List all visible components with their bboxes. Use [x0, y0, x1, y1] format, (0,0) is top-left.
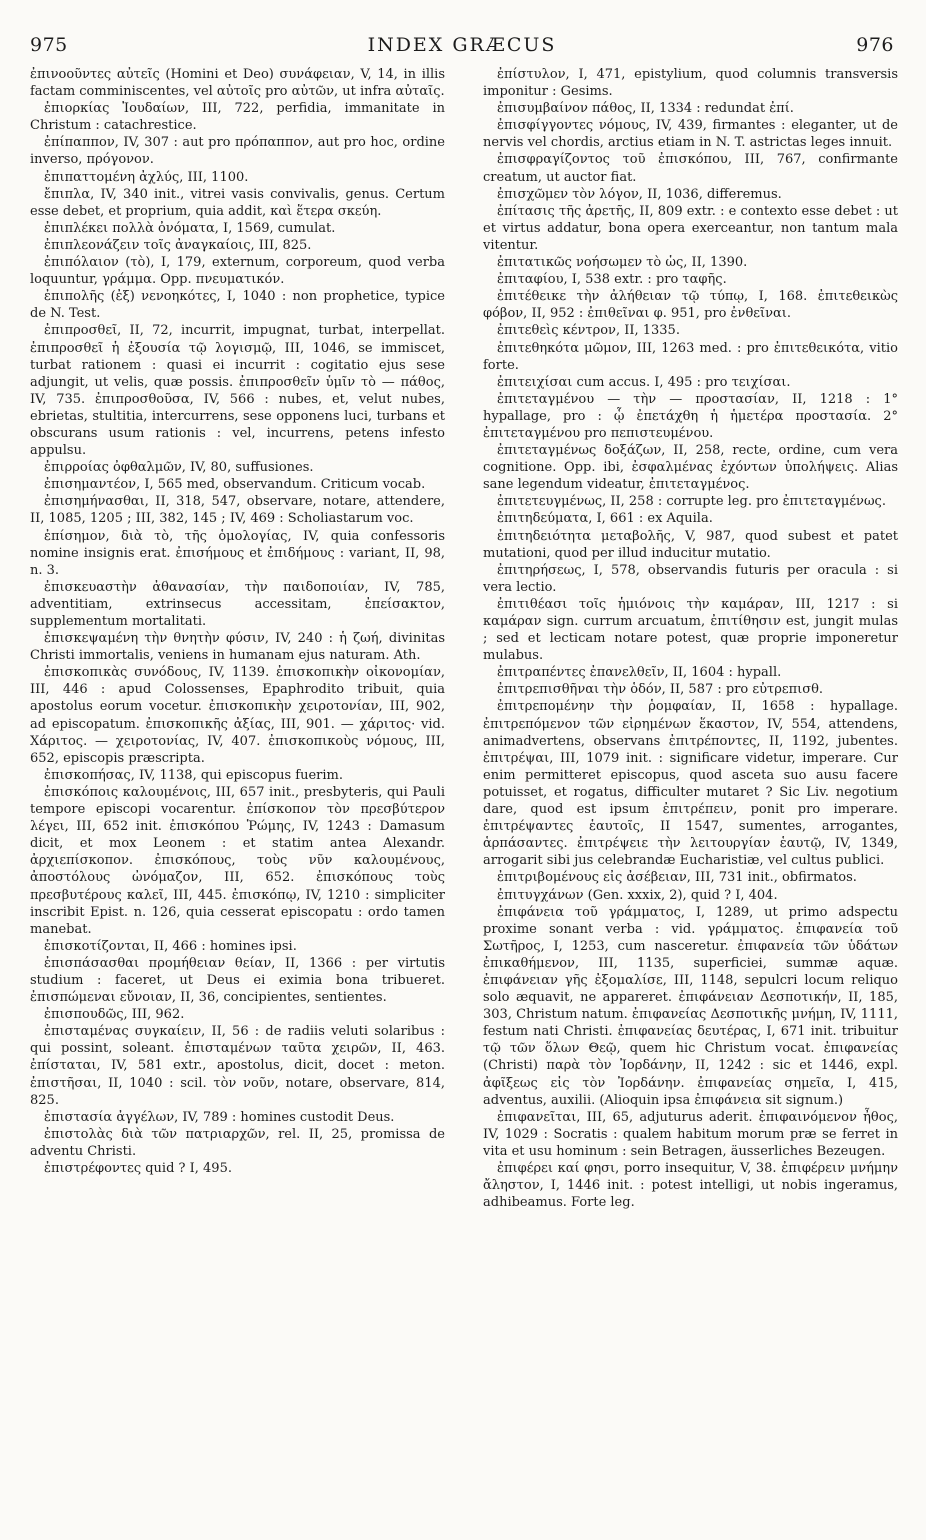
index-entry: ἐπιτεταγμένως δοξάζων, II, 258, recte, ordine, cum vera cognitione. Opp. ibi, ἐσφαλμένας ἐχόντων ὑπολήψεις. Alias sane legendum videatur, ἐπιτεταγμένος. [483, 443, 898, 493]
index-entry: ἐπιτειχίσαι cum accus. I, 495 : pro τειχίσαι. [497, 374, 791, 390]
index-entry: ἐπισυμβαίνον πάθος, II, 1334 : redundat ἐπί. [497, 101, 794, 117]
index-entry: ἐπιστολὰς διὰ τῶν πατριαρχῶν, rel. II, 25, promissa de adventu Christi. [30, 1126, 445, 1159]
index-entry: ἐπιφέρει καί φησι, porro insequitur, V, 38. ἐπιφέρειν μνήμην ἄληστον, I, 1446 init. : potest intelligi, ut nobis ingeramus, adhibeamus. Forte leg. [483, 1161, 898, 1211]
index-entry: ἐπιτέθεικε τὴν ἀλήθειαν τῷ τύπῳ, I, 168. ἐπιτεθεικὼς φόβον, II, 952 : ἐπιθεῖναι φ. 951, pro ἐνθεῖναι. [483, 289, 898, 322]
index-entry: ἐπιτραπέντες ἐπανελθεῖν, II, 1604 : hypall. [497, 665, 782, 681]
index-entry: ἐπιστρέφοντες quid ? I, 495. [44, 1161, 232, 1176]
index-entry: ἐπιφανεῖται, III, 65, adjuturus aderit. ἐπιφαινόμενον ἦθος, IV, 1029 : Socratis : qualem habitum morum præ se ferret in vita et usu hominum : sein Betragen, äusserliches Bezeugen. [483, 1109, 898, 1159]
index-entry: ἐπίπαππον, IV, 307 : aut pro πρόπαππον, aut pro hoc, ordine inverso, πρόγονον. [30, 135, 445, 168]
index-entry: ἔπιπλα, IV, 340 init., vitrei vasis convivalis, genus. Certum esse debet, et proprium, quia addit, καὶ ἕτερα σκεύη. [30, 186, 445, 219]
right-column [483, 66, 898, 1536]
index-entry: ἐπιτιθέασι τοῖς ἡμιόνοις τὴν καμάραν, III, 1217 : si καμάραν sign. currum arcuatum, ἐπιτίθησιν est, jungit mulas ; sed et lecticam notare potest, quæ proprie imponeretur mulabus. [483, 596, 898, 664]
index-entry: ἐπιστασία ἀγγέλων, IV, 789 : homines custodit Deus. [44, 1109, 395, 1125]
index-entry: ἐπινοοῦντες αὐτεῖς (Homini et Deo) συνάφειαν, V, 14, in illis factam comminiscentes, vel αὐτοῖς pro αὐτῶν, ut infra αὐταῖς. [30, 67, 445, 100]
index-entry: ἐπιτηδειότητα μεταβολῆς, V, 987, quod subest et patet mutationi, quod per illud inducitur mutatio. [483, 528, 898, 561]
index-entry: ἐπισφίγγοντες νόμους, IV, 439, firmantes : eleganter, ut de nervis vel chordis, arctius etiam in N. T. astrictas leges innuit. [483, 118, 898, 151]
index-entry: ἐπισπουδῶς, III, 962. [44, 1007, 185, 1023]
index-entry: ἐπιτατικῶς νοήσωμεν τὸ ὡς, II, 1390. [497, 255, 748, 271]
index-entry: ἐπιτρεπισθῆναι τὴν ὁδόν, II, 587 : pro εὐτρεπισθ. [497, 682, 824, 698]
index-entry: ἐπιπλέκει πολλὰ ὀνόματα, I, 1569, cumulat. [44, 220, 336, 236]
index-entry: ἐπισκόποις καλουμένοις, III, 657 init., presbyteris, qui Pauli tempore episcopi vocarentur. ἐπίσκοπον τὸν πρεσβύτερον λέγει, III, 652 init. ἐπισκόπου Ῥώμης, IV, 1243 : Damasum dicit, et mox Leonem : et statim antea Alexandr. ἀρχιεπίσκοπον. ἐπισκόπους, τοὺς νῦν καλουμένους, ἀποστόλους ὠνόμαζον, III, 652. ἐπισκόπους τοὺς πρεσβυτέρους καλεῖ, III, 445. ἐπισκόπῳ, IV, 1210 : simpliciter inscribit Epist. n. 126, quia cesserat episcopatu : ordo tamen manebat. [30, 784, 445, 937]
index-entry: ἐπιρροίας ὀφθαλμῶν, IV, 80, suffusiones. [44, 460, 314, 476]
index-entry: ἐπιταφίου, I, 538 extr. : pro ταφῆς. [497, 272, 727, 288]
index-entry: ἐπιτριβομένους εἰς ἀσέβειαν, III, 731 init., obfirmatos. [497, 870, 857, 886]
index-entry: ἐπιπαττομένη ἀχλύς, III, 1100. [44, 169, 249, 185]
index-entry: ἐπιτεθηκότα μῶμον, III, 1263 med. : pro ἐπιτεθεικότα, vitio forte. [483, 340, 898, 373]
index-entry: ἐπιτυγχάνων (Gen. xxxix, 2), quid ? I, 404. [497, 887, 778, 903]
index-entry: ἐπιτρεπομένην τὴν ῥομφαίαν, II, 1658 : hypallage. ἐπιτρεπόμενον τῶν εἰρημένων ἕκαστον, IV, 554, attendens, animadvertens, observans ἐπιτρέποντες, II, 1192, jubentes. ἐπιτρέψαι, III, 1079 init. : significare videtur, imperare. Cur enim permitteret episcopus, quod asceta suo ausu facere potuisset, et rogatus, difficulter mutaret ? Sic Liv. negotium dare, quod est ipsum ἐπιτρέπειν, ponit pro imperare. ἐπιτρέψαντες ἑαυτοῖς, II 1547, sumentes, arrogantes, ἁρπάσαντες. ἐπιτρέψειε τὴν λειτουργίαν ἑαυτῷ, IV, 1349, arrogarit sibi jus celebrandæ Eucharistiæ, vel cultus publici. [483, 699, 898, 869]
index-entry: ἐπισπάσασθαι προμήθειαν θείαν, II, 1366 : per virtutis studium : faceret, ut Deus ei eximia bona tribueret. ἐπισπώμεναι εὔνοιαν, II, 36, concipientes, sentientes. [30, 955, 445, 1006]
index-entry: ἐπισκευαστὴν ἀθανασίαν, τὴν παιδοποιίαν, IV, 785, adventitiam, extrinsecus accessitam, ἐπείσακτον, supplementum mortalitati. [30, 579, 445, 629]
index-entry: ἐπιτεταγμένου — τὴν — προστασίαν, II, 1218 : 1° hypallage, pro : ᾧ ἐπετάχθη ἡ ἡμετέρα προστασία. 2° ἐπιτεταγμένου pro πεπιστευμένου. [483, 391, 898, 441]
index-entry: ἐπισημαντέον, I, 565 med, observandum. Criticum vocab. [44, 477, 426, 493]
index-entry: ἐπισημήνασθαι, II, 318, 547, observare, notare, attendere, II, 1085, 1205 ; III, 382, 145 ; IV, 469 : Scholiastarum voc. [30, 494, 445, 527]
index-entry: ἐπιτετευγμένως, II, 258 : corrupte leg. pro ἐπιτεταγμένως. [497, 494, 886, 510]
index-entry: ἐπιπόλαιον (τὸ), I, 179, externum, corporeum, quod verba loquuntur, γράμμα. Opp. πνευματικόν. [30, 255, 445, 288]
index-entry: ἐπιπροσθεῖ, II, 72, incurrit, impugnat, turbat, interpellat. ἐπιπροσθεῖ ἡ ἐξουσία τῷ λογισμῷ, III, 1046, se immiscet, turbat rationem : quasi ei incurrit : cogitatio ejus sese adjungit, ut velis, quæ possis. ἐπιπροσθεῖν ὑμῖν τὸ — πάθος, IV, 735. ἐπιπροσθοῦσα, IV, 566 : nubes, et, velut nubes, ebrietas, stultitia, intercurrens, sese opponens luci, turbans et obscurans usum rationis : vel, incurrens, petens infesto appulsu. [30, 323, 445, 459]
index-entry: ἐπίστυλον, I, 471, epistylium, quod columnis transversis imponitur : Gesims. [483, 67, 898, 100]
index-entry: ἐπισκεψαμένη τὴν θνητὴν φύσιν, IV, 240 : ἡ ζωή, divinitas Christi immortalis, veniens in humanam ejus naturam. Ath. [30, 631, 445, 664]
page-title: INDEX GRÆCUS [367, 34, 557, 56]
index-entry: ἐπιπλεονάζειν τοῖς ἀναγκαίοις, III, 825. [44, 237, 312, 253]
index-entry: ἐπισκοτίζονται, II, 466 : homines ipsi. [44, 938, 297, 954]
index-entry: ἐπιφάνεια τοῦ γράμματος, I, 1289, ut primo adspectu proxime sonant verba : vid. γράμματος. ἐπιφανεία τοῦ Σωτῆρος, I, 1253, cum nasceretur. ἐπιφανεία τῶν ὑδάτων ἐπικαθήμενον, III, 1135, superficiei, summæ aquæ. ἐπιφάνειαν γῆς ἐξομαλίσε, III, 1148, sepulcri locum reliquo solo æquavit, ne appareret. ἐπιφάνειαν Δεσποτικήν, II, 185, 303, Christum natum. ἐπιφανείας Δεσποτικῆς μνήμη, IV, 1111, festum nati Christi. ἐπιφανείας δευτέρας, I, 671 init. tribuitur τῷ τῶν ὅλων Θεῷ, quem hic Christum vocat. ἐπιφανείας (Christi) παρὰ τὸν Ἰορδάνην, II, 1242 : sic et 1446, expl. ἀφῖξεως εἰς τὸν Ἰορδάνην. ἐπιφανείας σημεῖα, I, 415, adventus, auxilii. (Alioquin ipsa ἐπιφάνεια sit signum.) [483, 904, 898, 1108]
left-column [30, 66, 445, 1536]
index-entry: ἐπισκοπήσας, IV, 1138, qui episcopus fuerim. [44, 767, 343, 783]
index-entry: ἐπιορκίας Ἰουδαίων, III, 722, perfidia, immanitate in Christum : catachrestice. [30, 101, 445, 134]
index-entry: ἐπίσημον, διὰ τὸ, τῆς ὁμολογίας, IV, quia confessoris nomine insignis erat. ἐπισήμους et ἐπιδήμους : variant, II, 98, n. 3. [30, 528, 445, 578]
index-entry: ἐπιτεθεὶς κέντρον, II, 1335. [497, 323, 680, 339]
index-entry: ἐπισκοπικὰς συνόδους, IV, 1139. ἐπισκοπικὴν οἰκονομίαν, III, 446 : apud Colossenses, Epaphrodito tribuit, quia apostolus eorum vocetur. ἐπισκοπικὴν χειροτονίαν, III, 902, ad episcopatum. ἐπισκοπικῆς ἀξίας, III, 901. — χάριτος· vid. Χάριτος. — χειροτονίας, IV, 407. ἐπισκοπικοὺς νόμους, III, 652, episcopis præscripta. [30, 665, 445, 766]
index-entry: ἐπίτασις τῆς ἀρετῆς, II, 809 extr. : e contexto esse debet : ut et virtus addatur, bona opera exerceantur, non tantum mala vitentur. [483, 203, 898, 253]
index-entry: ἐπιπολῆς (ἐξ) νενοηκότες, I, 1040 : non prophetice, typice de N. Test. [30, 289, 445, 322]
right-page-number: 976 [856, 34, 894, 56]
index-entry: ἐπισταμένας συγκαίειν, II, 56 : de radiis veluti solaribus : qui possint, soleant. ἐπισταμένων ταῦτα χειρῶν, II, 463. ἐπίσταται, IV, 581 extr., apostolus, dicit, docet : meton. ἐπιστῆσαι, II, 1040 : scil. τὸν νοῦν, notare, observare, 814, 825. [30, 1024, 445, 1108]
index-entry: ἐπιτηρήσεως, I, 578, observandis futuris per oracula : si vera lectio. [483, 562, 898, 595]
left-page-number: 975 [30, 34, 68, 56]
running-header [30, 34, 894, 58]
index-entry: ἐπιτηδεύματα, I, 661 : ex Aquila. [497, 511, 713, 527]
index-entry: ἐπισχῶμεν τὸν λόγον, II, 1036, differemus. [497, 186, 782, 202]
index-entry: ἐπισφραγίζοντος τοῦ ἐπισκόπου, III, 767, confirmante creatum, ut auctor fiat. [483, 152, 898, 185]
